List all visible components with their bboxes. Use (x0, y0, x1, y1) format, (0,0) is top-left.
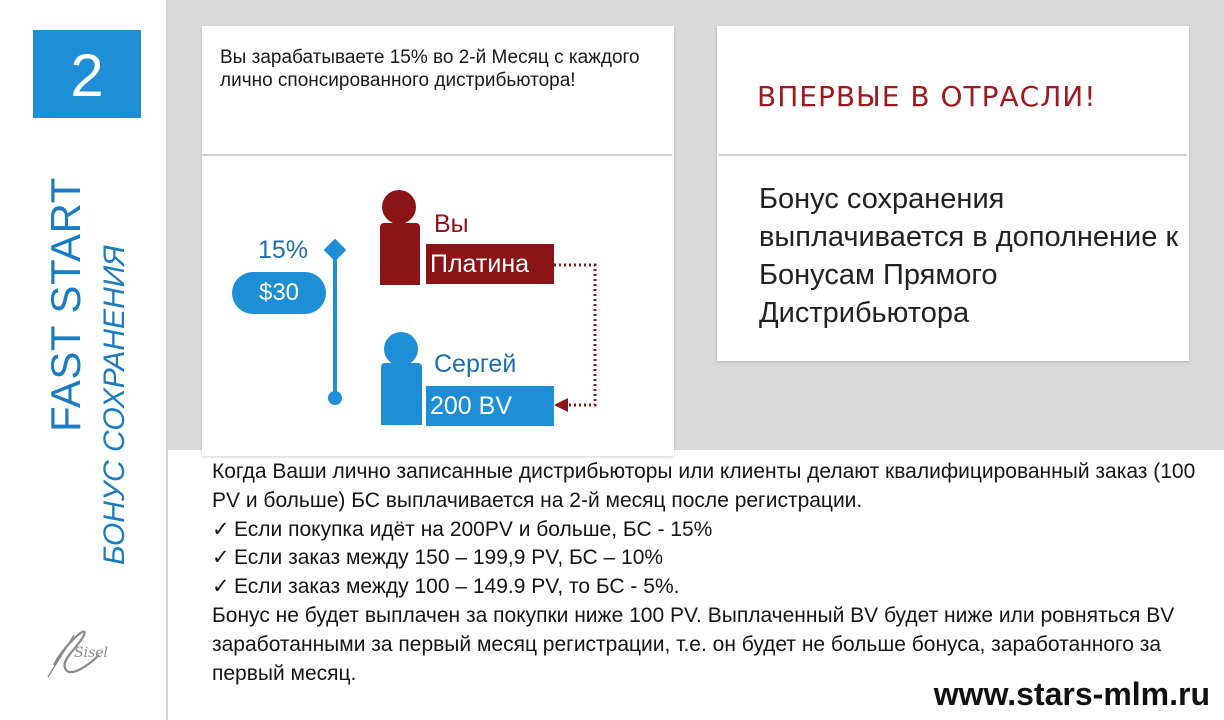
divider (719, 154, 1187, 156)
website-url[interactable]: www.stars-mlm.ru (933, 676, 1210, 712)
person-sergey-body (381, 363, 422, 425)
person-you-icon (382, 190, 416, 224)
condition-item: ✓ Если заказ между 150 – 199,9 PV, БС – 10% (212, 544, 1220, 573)
condition-item: ✓ Если заказ между 100 – 149.9 PV, то БС - 5%. (212, 573, 1220, 602)
conditions-text (212, 458, 1220, 688)
timeline-dot (328, 391, 342, 405)
slide-number: 2 (33, 30, 141, 118)
checkmark-icon: ✓ (212, 575, 230, 599)
sisel-logo (44, 615, 124, 685)
person-you-body (380, 223, 420, 285)
you-label: Вы (434, 210, 469, 238)
first-in-industry-heading: ВПЕРВЫЕ В ОТРАСЛИ! (757, 80, 1097, 113)
svg-text:Sisel: Sisel (74, 645, 109, 661)
person-sergey-icon (384, 332, 418, 366)
section-title: FAST START (42, 177, 89, 432)
info-body: Бонус сохранения выплачивается в дополнение к Бонусам Прямого Дистрибьютора (759, 183, 1179, 329)
checkmark-icon: ✓ (212, 517, 230, 541)
you-rank-tag: Платина (426, 244, 554, 284)
percent-label: 15% (258, 236, 309, 264)
sergey-label: Сергей (434, 350, 517, 378)
conditions-outro: Бонус не будет выплачен за покупки ниже 100 PV. Выплаченный BV будет ниже или ровняться BV заработанными за первый месяц регистрации, т.е. он будет не больше бонуса, заработанного за первый месяц. (212, 603, 1175, 685)
amount-pill: $30 (232, 272, 326, 314)
section-subtitle: БОНУС СОХРАНЕНИЯ (98, 245, 131, 565)
checkmark-icon: ✓ (212, 546, 230, 570)
timeline-diamond (324, 239, 347, 262)
sergey-bv-tag: 200 BV (426, 386, 554, 426)
sponsor-connector (554, 265, 595, 405)
condition-item: ✓ Если покупка идёт на 200PV и больше, БС - 15% (212, 516, 1220, 545)
connector-arrow (554, 398, 568, 412)
conditions-intro: Когда Ваши лично записанные дистрибьюторы или клиенты делают квалифицированный заказ (100 PV и больше) БС выплачивается на 2-й месяц после регистрации. (212, 460, 1196, 512)
lead-text: Вы зарабатываете 15% во 2-й Месяц с каждого лично спонсированного дистрибьютора! (220, 47, 640, 91)
